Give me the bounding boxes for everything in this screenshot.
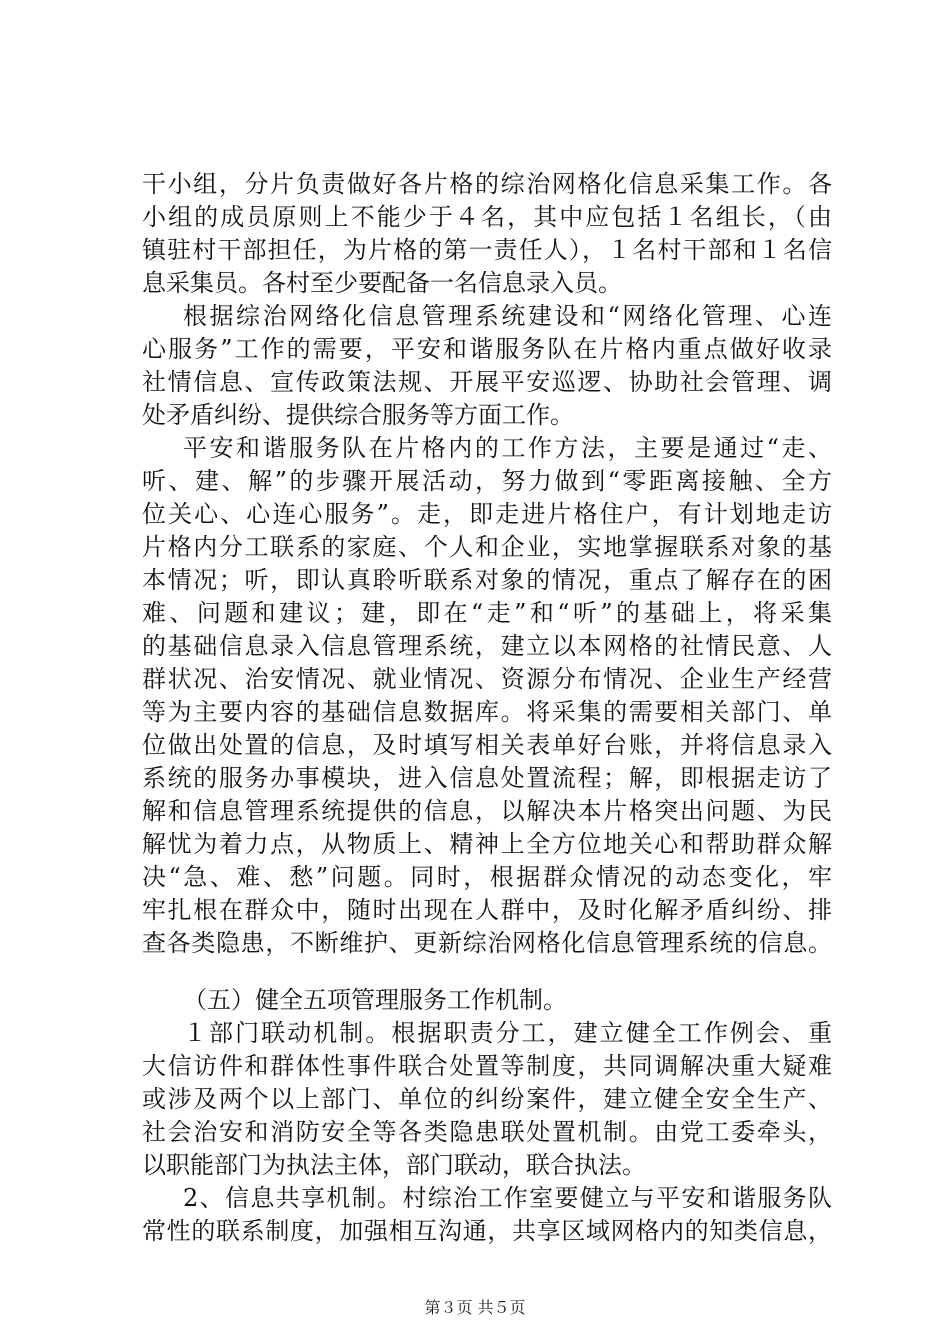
- text-line: 位关心、心连心服务”。走，即走进片格住户，有计划地走访: [142, 500, 832, 528]
- section-heading: （五）健全五项管理服务工作机制。: [183, 986, 567, 1014]
- text-line: 解忧为着力点，从物质上、精神上全方位地关心和帮助群众解: [142, 830, 832, 858]
- paragraph-start-line: 根据综治网络化信息管理系统建设和“网络化管理、心连: [183, 302, 832, 330]
- text-line: 决“急、难、愁”问题。同时，根据群众情况的动态变化，牢: [142, 863, 832, 891]
- text-line: 社会治安和消防安全等各类隐患联处置机制。由党工委牵头，: [142, 1118, 832, 1146]
- text-line: 社情信息、宣传政策法规、开展平安巡逻、协助社会管理、调: [142, 368, 832, 396]
- text-line: 或涉及两个以上部门、单位的纠纷案件，建立健全安全生产、: [142, 1085, 832, 1113]
- document-body: [142, 168, 832, 1248]
- paragraph-start-line: １部门联动机制。根据职责分工，建立健全工作例会、重: [183, 1019, 832, 1047]
- text-line: 干小组，分片负责做好各片格的综治网格化信息采集工作。各: [142, 170, 832, 198]
- text-line: 心服务”工作的需要，平安和谐服务队在片格内重点做好收录: [142, 335, 832, 363]
- text-line: 难、问题和建议；建，即在“走”和“听”的基础上，将采集: [142, 599, 832, 627]
- text-line: 小组的成员原则上不能少于４名，其中应包括１名组长，（由: [142, 203, 832, 231]
- text-line: 查各类隐患，不断维护、更新综治网格化信息管理系统的信息。: [142, 929, 832, 957]
- paragraph-start-line: 平安和谐服务队在片格内的工作方法，主要是通过“走、: [183, 434, 832, 462]
- text-line: 处矛盾纠纷、提供综合服务等方面工作。: [142, 401, 574, 429]
- page-number-footer: 第３页 共５页: [424, 1298, 526, 1317]
- text-line: 群状况、治安情况、就业情况、资源分布情况、企业生产经营: [142, 665, 832, 693]
- text-line: 系统的服务办事模块，进入信息处置流程；解，即根据走访了: [142, 764, 832, 792]
- text-line: 牢扎根在群众中，随时出现在人群中，及时化解矛盾纠纷、排: [142, 896, 832, 924]
- text-line: 等为主要内容的基础信息数据库。将采集的需要相关部门、单: [142, 698, 832, 726]
- text-line: 听、建、解”的步骤开展活动，努力做到“零距离接触、全方: [142, 467, 832, 495]
- text-line: 大信访件和群体性事件联合处置等制度，共同调解决重大疑难: [142, 1052, 832, 1080]
- text-line: 镇驻村干部担任，为片格的第一责任人），１名村干部和１名信: [142, 236, 832, 264]
- paragraph-start-line: 2、信息共享机制。村综治工作室要健立与平安和谐服务队: [183, 1184, 832, 1212]
- text-line: 解和信息管理系统提供的信息，以解决本片格突出问题、为民: [142, 797, 832, 825]
- text-line: 以职能部门为执法主体，部门联动，联合执法。: [142, 1151, 646, 1179]
- text-line: 本情况；听，即认真聆听联系对象的情况，重点了解存在的困: [142, 566, 832, 594]
- text-line: 息采集员。各村至少要配备一名信息录入员。: [142, 269, 622, 297]
- text-line: 的基础信息录入信息管理系统，建立以本网格的社情民意、人: [142, 632, 832, 660]
- text-line: 常性的联系制度，加强相互沟通，共享区域网格内的知类信息，: [142, 1217, 832, 1245]
- text-line: 片格内分工联系的家庭、个人和企业，实地掌握联系对象的基: [142, 533, 832, 561]
- text-line: 位做出处置的信息，及时填写相关表单好台账，并将信息录入: [142, 731, 832, 759]
